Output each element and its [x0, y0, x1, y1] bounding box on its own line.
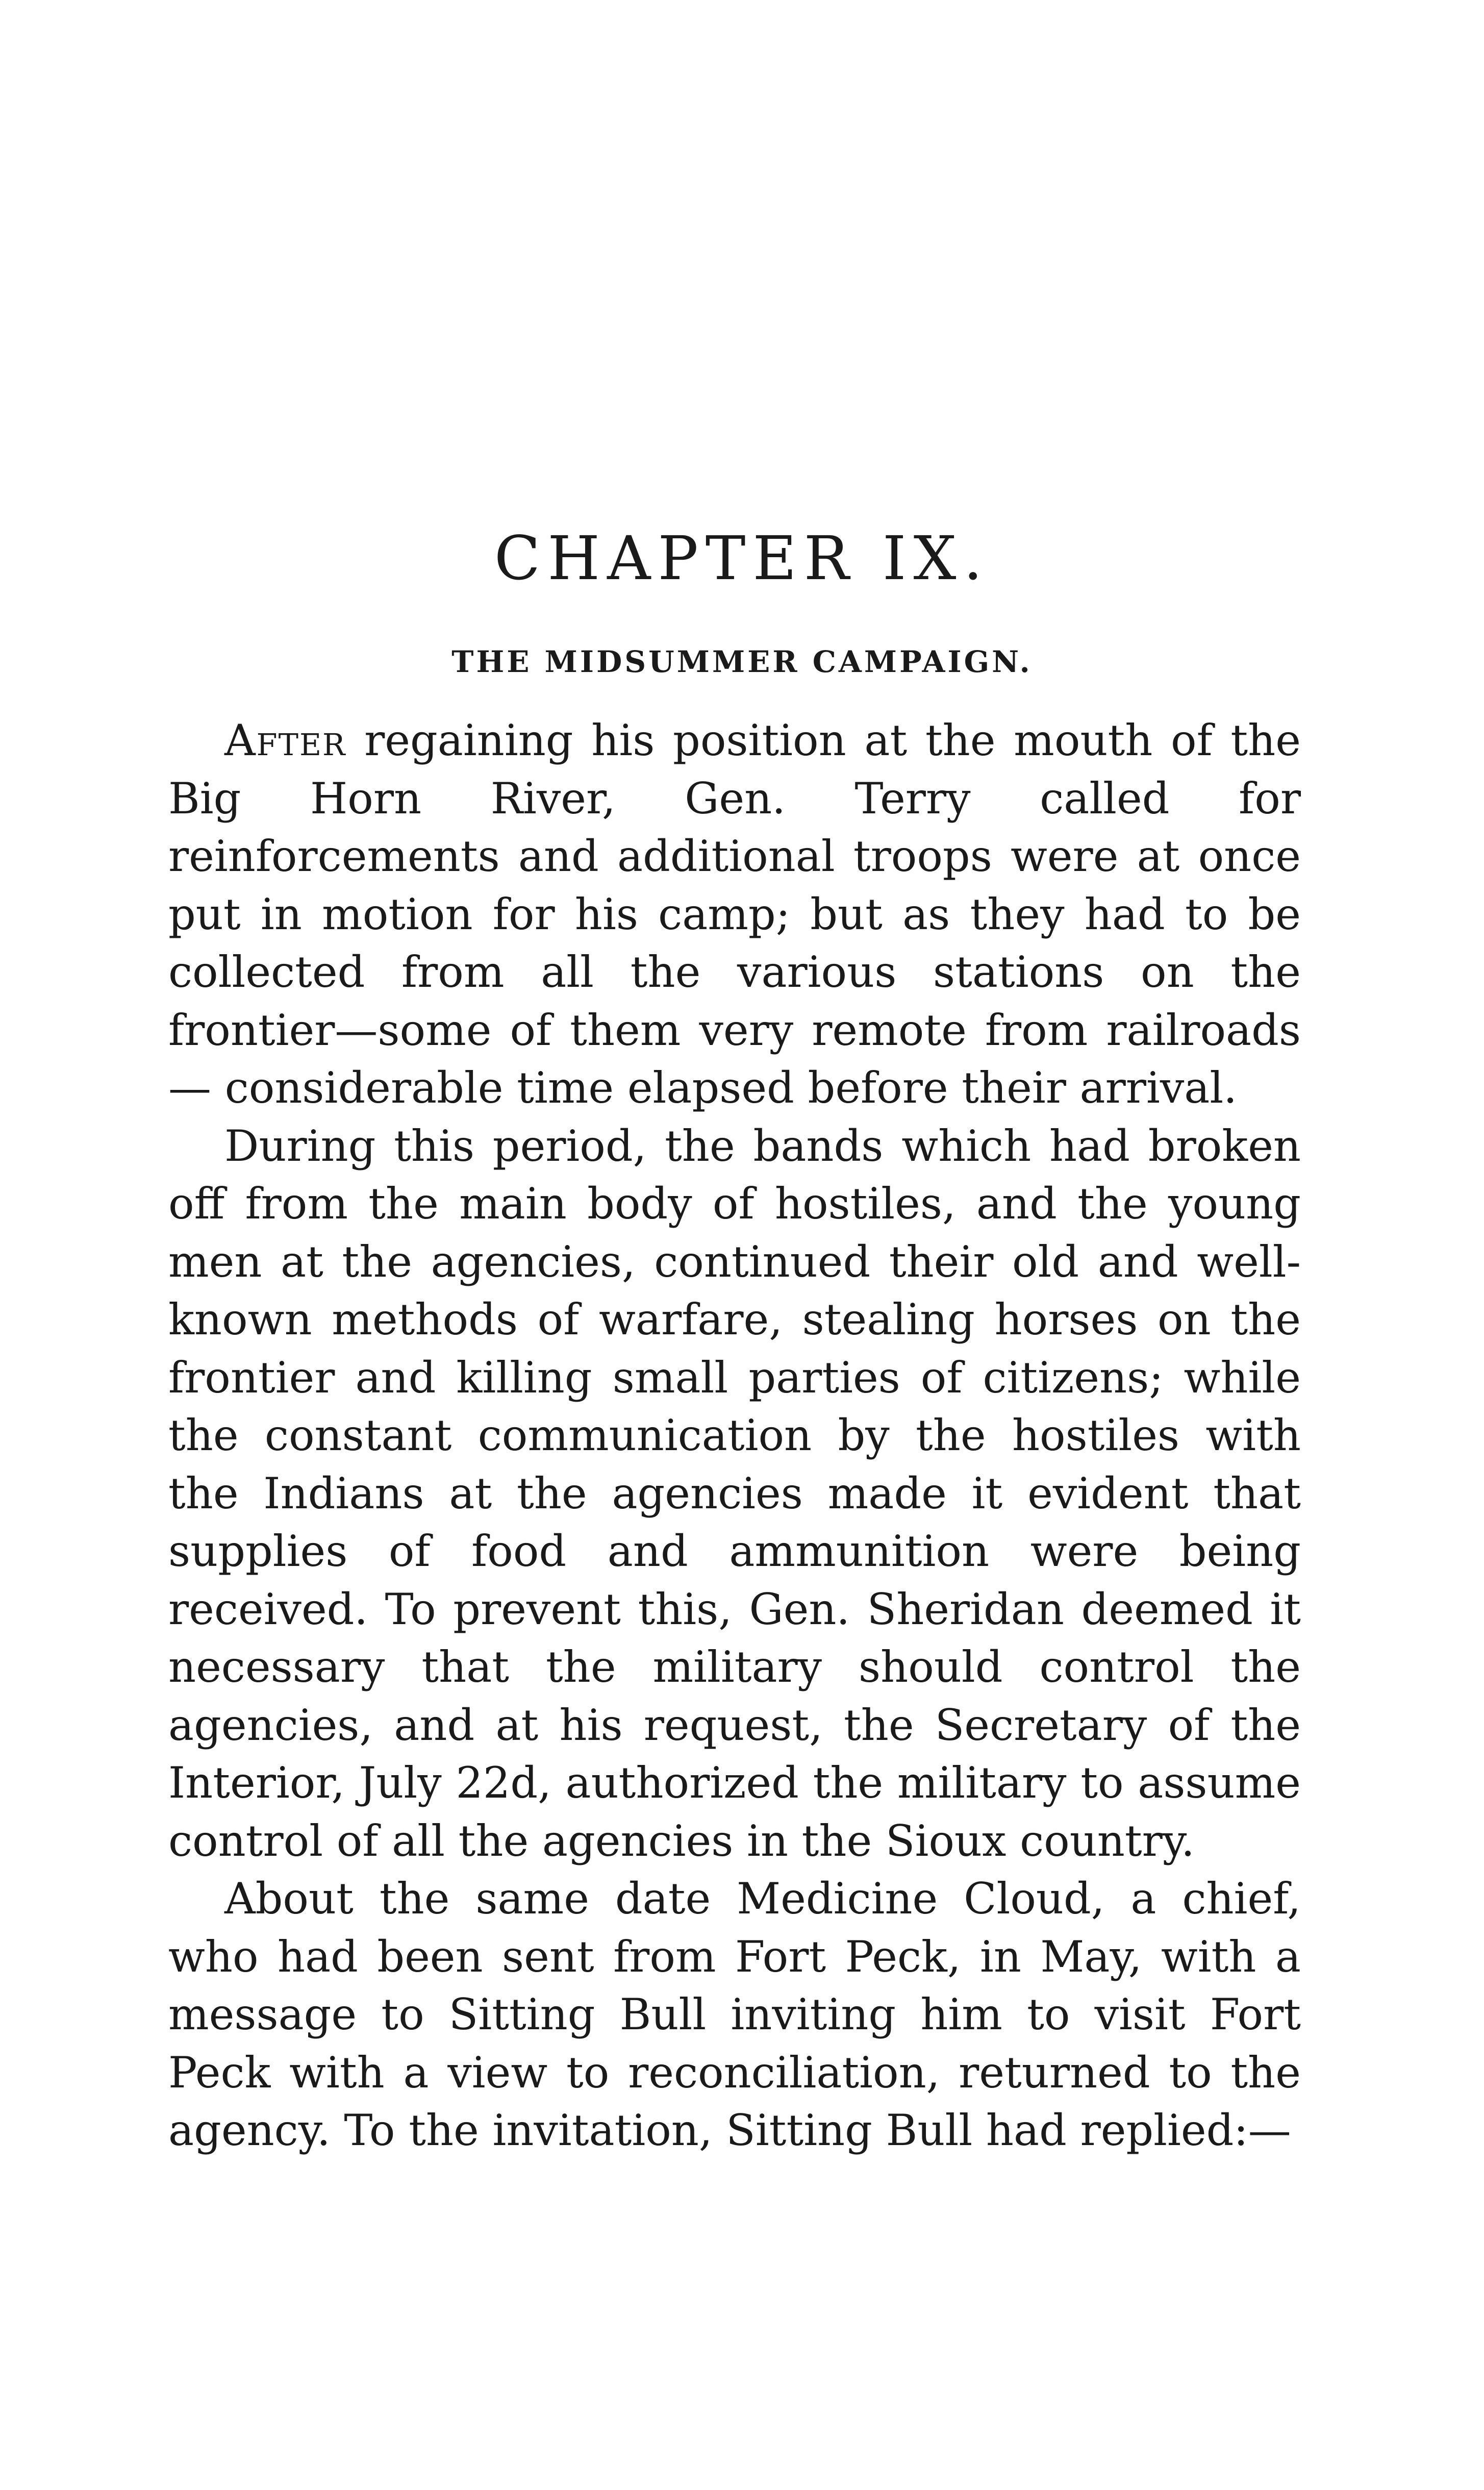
paragraph-text: regaining his position at the mouth of the Big Horn River, Gen. Terry called for reinforcements and additional troops were at once put in motion for his camp; but as they had to be collected from all the various stations on the frontier—some of them very remote from railroads — considerable time elapsed before their arrival. — [168, 715, 1301, 1113]
body-text — [168, 712, 1301, 2160]
paragraph-2 — [168, 1117, 1301, 1871]
paragraph-lead-word: After — [224, 715, 346, 765]
paragraph-1 — [168, 712, 1301, 1117]
chapter-title: CHAPTER IX. — [494, 523, 990, 593]
chapter-subtitle: THE MIDSUMMER CAMPAIGN. — [451, 644, 1033, 679]
paragraph-text: About the same date Medicine Cloud, a chief, who had been sent from Fort Peck, in May, with a message to Sitting Bull inviting him to visit Fort Peck with a view to reconciliation, returned to the agency. To the invitation, Sitting Bull had replied:— — [168, 1874, 1301, 2155]
paragraph-3 — [168, 1870, 1301, 2160]
paragraph-text: During this period, the bands which had broken off from the main body of hostiles, and the young men at the agencies, continued their old and well-known methods of warfare, stealing horses on the frontier and killing small parties of citizens; while the constant communication by the hostiles with the Indians at the agencies made it evident that supplies of food and ammunition were being received. To prevent this, Gen. Sheridan deemed it necessary that the military should control the agencies, and at his request, the Secretary of the Interior, July 22d, authorized the military to assume control of all the agencies in the Sioux country. — [168, 1120, 1301, 1866]
